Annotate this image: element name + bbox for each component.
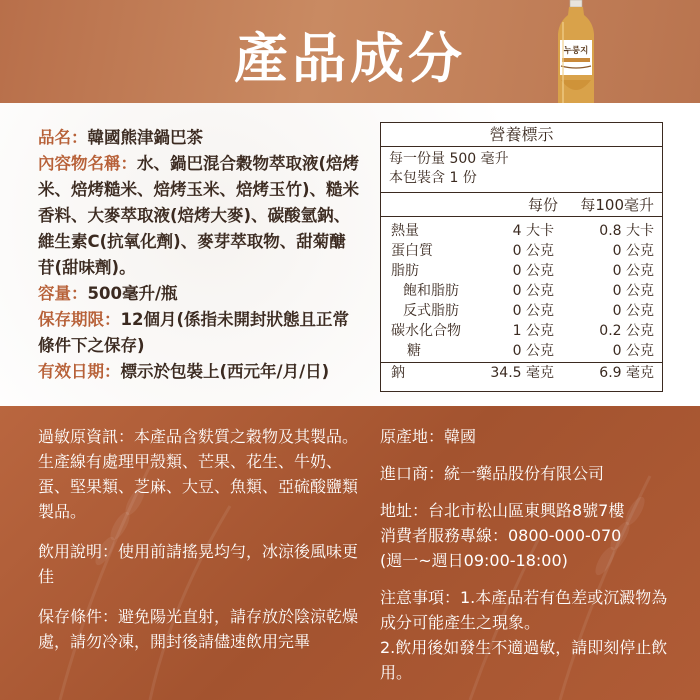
nutrient-per-serving: 0 公克 (512, 243, 554, 259)
nutrient-per-serving: 0 公克 (512, 343, 554, 359)
nutrition-row (381, 221, 662, 241)
volume-value: 500毫升/瓶 (87, 284, 178, 303)
ingredients (38, 151, 360, 281)
nutrient-per-100ml: 0 公克 (612, 303, 654, 319)
shelf-life-value: 12個月(係指未開封狀態且正常條件下之保存) (38, 310, 350, 355)
nutrient-name: 蛋白質 (391, 243, 433, 259)
nutrition-row (381, 301, 662, 321)
nutrient-name: 鈉 (391, 365, 405, 381)
nutrient-per-100ml: 0 公克 (612, 263, 654, 279)
importer-info: 進口商：統一藥品股份有限公司 (380, 464, 605, 483)
nutrition-row (381, 261, 662, 281)
expiry-date-value: 標示於包裝上(西元年/月/日) (120, 362, 330, 381)
nutrient-per-100ml: 0 公克 (612, 283, 654, 299)
expiry-date (38, 359, 360, 385)
ingredients-value: 水、鍋巴混合穀物萃取液(焙烤米、焙烤糙米、焙烤玉米、焙烤玉竹)、糙米香料、大麥萃取液(焙烤大麥)、碳酸氫鈉、維生素C(抗氧化劑)、麥芽萃取物、甜菊醣苷(甜味劑)。 (38, 154, 360, 277)
product-info (38, 125, 360, 385)
nutrient-name: 飽和脂肪 (403, 283, 459, 299)
hotline-info: 消費者服務專線：0800-000-070 (380, 526, 622, 545)
nutrient-per-100ml: 0.8 大卡 (599, 223, 654, 239)
origin-info: 原產地：韓國 (380, 427, 477, 446)
ingredients-label: 內容物名稱： (38, 154, 137, 173)
nutrient-name: 碳水化合物 (391, 323, 461, 339)
info-section (0, 406, 700, 700)
col-per-serving: 每份 (527, 196, 558, 214)
product-name-value: 韓國熊津鍋巴茶 (87, 128, 203, 147)
nutrient-per-100ml: 6.9 毫克 (599, 365, 654, 381)
nutrition-row (381, 241, 662, 261)
nutrient-per-serving: 0 公克 (512, 283, 554, 299)
servings-per-pack: 本包裝含 1 份 (389, 170, 477, 186)
expiry-date-label: 有效日期： (38, 362, 121, 381)
nutrient-per-100ml: 0.2 公克 (599, 323, 654, 339)
nutrient-name: 反式脂肪 (403, 303, 459, 319)
nutrition-title: 營養標示 (381, 123, 662, 147)
nutrition-table (380, 122, 663, 392)
nutrient-name: 糖 (407, 343, 421, 359)
address-info: 地址：台北市松山區東興路8號7樓 (380, 501, 625, 520)
volume (38, 281, 360, 307)
page-title: 產品成分 (234, 27, 466, 90)
nutrient-per-100ml: 0 公克 (612, 243, 654, 259)
right-info-column (380, 424, 680, 685)
nutrition-row (381, 341, 662, 361)
nutrient-per-serving: 34.5 毫克 (490, 365, 554, 381)
serving-size: 每一份量 500 毫升 (389, 151, 509, 167)
bottle-label-text: 누룽지 (563, 46, 589, 56)
service-hours: (週一~週日09:00-18:00) (380, 551, 568, 570)
nutrient-per-100ml: 0 公克 (612, 343, 654, 359)
product-name (38, 125, 360, 151)
shelf-life (38, 307, 360, 359)
nutrition-header-row (381, 193, 662, 217)
notice-1: 注意事項：1.本產品若有色差或沉澱物為成分可能產生之現象。 (380, 588, 668, 632)
serving-info (381, 147, 662, 193)
nutrition-row (381, 321, 662, 341)
nutrient-per-serving: 0 公克 (512, 263, 554, 279)
tea-bottle-image (553, 0, 599, 115)
left-info-column (38, 424, 360, 654)
col-per-100ml: 每100毫升 (580, 196, 654, 214)
nutrient-per-serving: 1 公克 (512, 323, 554, 339)
nutrient-name: 熱量 (391, 223, 419, 239)
storage-info: 保存條件：避免陽光直射，請存放於陰涼乾燥處，請勿冷凍，開封後請儘速飲用完畢 (38, 607, 359, 651)
nutrition-rows (381, 217, 662, 382)
nutrition-row (381, 362, 662, 382)
nutrient-per-serving: 4 大卡 (512, 223, 554, 239)
shelf-life-label: 保存期限： (38, 310, 121, 329)
nutrition-row (381, 281, 662, 301)
nutrient-per-serving: 0 公克 (512, 303, 554, 319)
volume-label: 容量： (38, 284, 88, 303)
product-name-label: 品名： (38, 128, 88, 147)
notice-2: 2.飲用後如發生不適過敏，請即刻停止飲用。 (380, 638, 668, 682)
product-section (0, 103, 700, 406)
usage-info: 飲用說明：使用前請搖晃均勻，冰涼後風味更佳 (38, 542, 359, 586)
nutrient-name: 脂肪 (391, 263, 419, 279)
allergen-info: 過敏原資訊：本產品含麩質之穀物及其製品。生產線有處理甲殼類、芒果、花生、牛奶、蛋、堅果類、芝麻、大豆、魚類、亞硫酸鹽類製品。 (38, 427, 359, 521)
